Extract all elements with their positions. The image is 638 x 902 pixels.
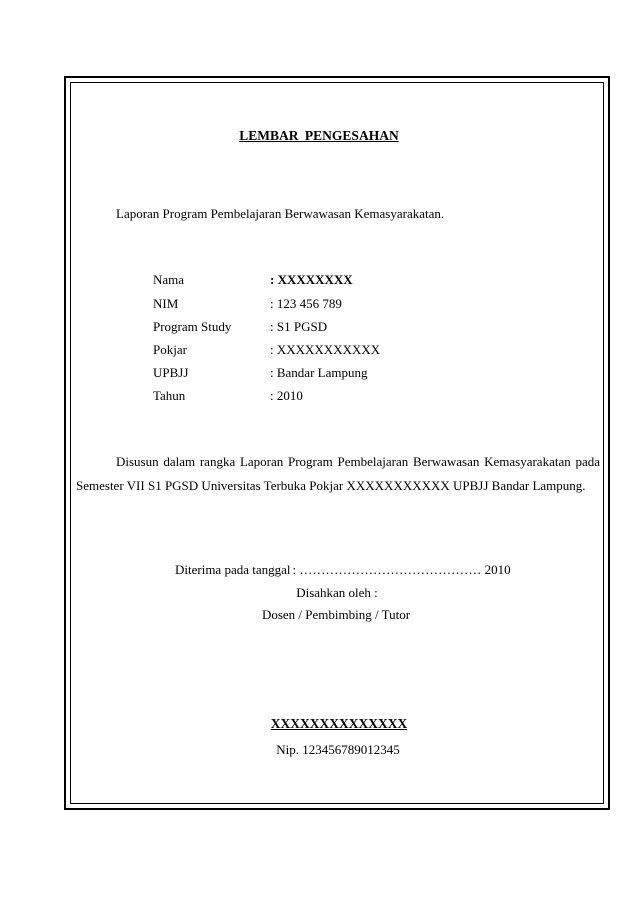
field-value-program-study: : S1 PGSD <box>270 319 328 334</box>
body-line-2: Semester VII S1 PGSD Universitas Terbuka Pokjar XXXXXXXXXXX UPBJJ Bandar Lampung. <box>76 478 586 493</box>
page-title: LEMBAR PENGESAHAN <box>239 128 399 143</box>
field-label-upbjj: UPBJJ <box>153 365 189 380</box>
report-intro: Laporan Program Pembelajaran Berwawasan Kemasyarakatan. <box>116 206 445 221</box>
received-date-value: : …………………………………… 2010 <box>292 562 511 577</box>
signer-name: XXXXXXXXXXXXXX <box>270 716 408 731</box>
field-label-nim: NIM <box>153 296 179 311</box>
received-label: Diterima pada tanggal <box>175 562 291 577</box>
field-label-nama: Nama <box>153 272 185 287</box>
field-value-pokjar: : XXXXXXXXXXX <box>270 342 381 357</box>
approved-by-label: Disahkan oleh : <box>296 585 378 600</box>
received-date-line <box>175 562 511 578</box>
field-value-tahun: : 2010 <box>270 388 303 403</box>
field-value-upbjj: : Bandar Lampung <box>270 365 368 380</box>
body-paragraph <box>76 450 600 498</box>
approver-role: Dosen / Pembimbing / Tutor <box>261 607 411 622</box>
field-value-nama: : XXXXXXXX <box>270 272 353 287</box>
field-value-nim: : 123 456 789 <box>270 296 342 311</box>
field-label-tahun: Tahun <box>153 388 186 403</box>
field-label-pokjar: Pokjar <box>153 342 187 357</box>
page-border-inner <box>70 82 604 804</box>
signer-nip: Nip. 123456789012345 <box>276 742 400 757</box>
body-line-1: Disusun dalam rangka Laporan Program Pembelajaran Berwawasan Kemasyarakatan pada <box>116 454 600 469</box>
field-label-program-study: Program Study <box>153 319 232 334</box>
